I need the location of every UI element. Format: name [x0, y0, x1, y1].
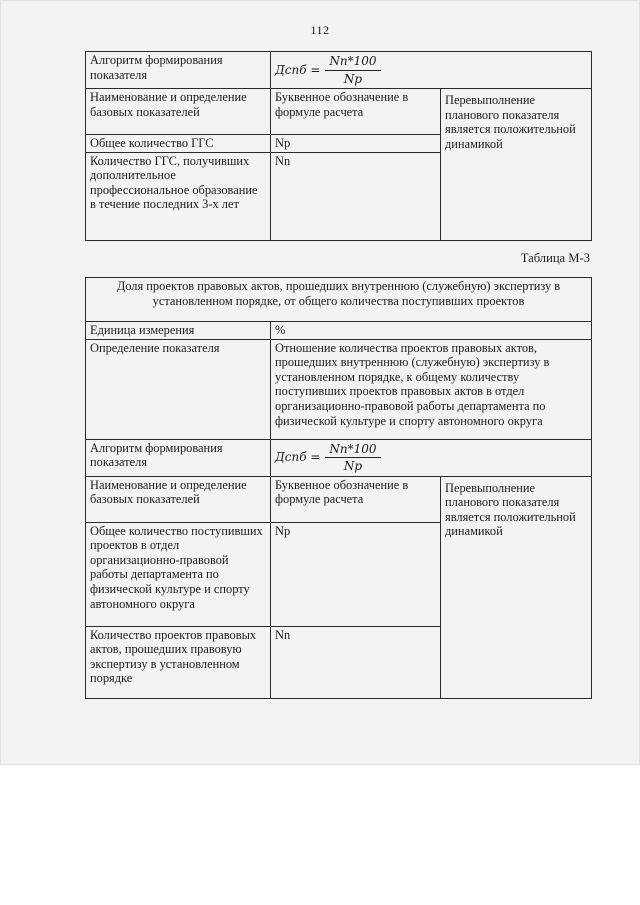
formula [275, 53, 587, 87]
indicator-title: Доля проектов правовых актов, прошедших внутреннюю (служебную) экспертизу в установленном порядке, от общего количества поступивших проектов [86, 278, 592, 322]
table-row [86, 439, 592, 476]
formula-cell [271, 439, 592, 476]
base-names-label: Наименование и определение базовых показателей [86, 476, 271, 522]
unit-label: Единица измерения [86, 322, 271, 340]
formula-cell [271, 52, 592, 89]
formula-lhs: Дспб = [275, 62, 321, 77]
formula-numerator: Nn*100 [325, 442, 380, 459]
table-row [86, 52, 592, 89]
base-indicator-name: Количество ГГС, получивших дополнительное профессиональное образование в течение последних 3-х лет [86, 152, 271, 240]
definition-label: Определение показателя [86, 339, 271, 439]
definition-value: Отношение количества проектов правовых актов, прошедших внутреннюю (служебную) экспертизу в установленном порядке, к общему количеству поступивших проектов правовых актов в отдел организационно-правовой работы департамента по физической культуре и спорту автономного округа [271, 339, 592, 439]
base-indicator-name: Общее количество ГГС [86, 135, 271, 153]
formula-fraction [325, 442, 380, 474]
base-names-label: Наименование и определение базовых показателей [86, 89, 271, 135]
base-indicator-symbol: Nn [271, 626, 441, 698]
formula-lhs: Дспб = [275, 450, 321, 465]
formula-numerator: Nn*100 [325, 54, 380, 71]
table-row [86, 278, 592, 322]
indicator-table-m3 [85, 277, 592, 699]
base-indicator-name: Общее количество поступивших проектов в отдел организационно-правовой работы департамента по физической культуре и спорту автономного округа [86, 522, 271, 626]
formula-denominator: Np [343, 71, 363, 86]
base-indicator-symbol: Nn [271, 152, 441, 240]
page-number: 112 [310, 23, 330, 37]
symbol-header: Буквенное обозначение в формуле расчета [271, 89, 441, 135]
dynamics-note: Перевыполнение планового показателя является положительной динамикой [441, 476, 592, 698]
table-row [86, 476, 592, 522]
indicator-table-continued [85, 51, 592, 241]
formula-denominator: Np [343, 459, 363, 474]
algorithm-label: Алгоритм формирования показателя [86, 52, 271, 89]
base-indicator-name: Количество проектов правовых актов, прошедших правовую экспертизу в установленном порядке [86, 626, 271, 698]
dynamics-note: Перевыполнение планового показателя является положительной динамикой [441, 89, 592, 241]
table-row [86, 339, 592, 439]
base-indicator-symbol: Np [271, 135, 441, 153]
unit-value: % [271, 322, 592, 340]
formula [275, 441, 587, 475]
algorithm-label: Алгоритм формирования показателя [86, 439, 271, 476]
symbol-header: Буквенное обозначение в формуле расчета [271, 476, 441, 522]
table-row [86, 89, 592, 135]
table-row [86, 322, 592, 340]
base-indicator-symbol: Np [271, 522, 441, 626]
formula-fraction [325, 54, 380, 86]
table-caption: Таблица М-3 [520, 251, 590, 265]
blank-area [0, 765, 640, 905]
